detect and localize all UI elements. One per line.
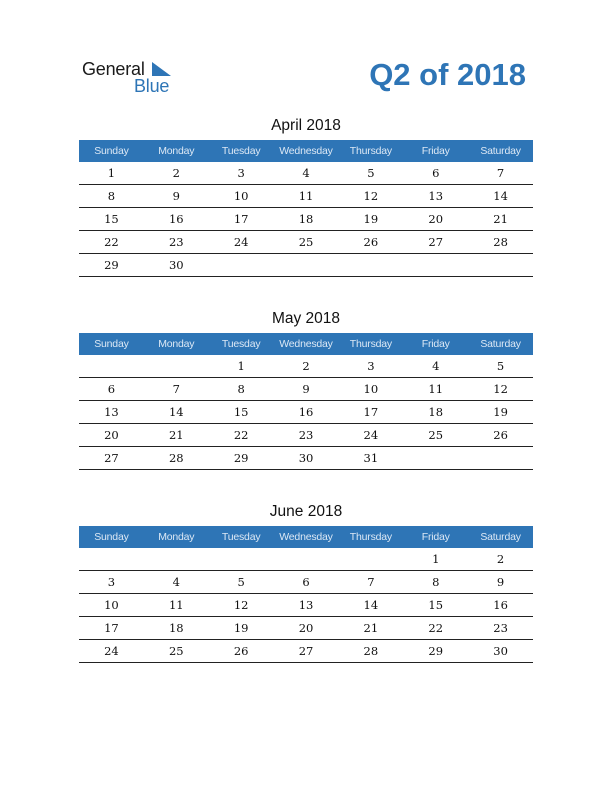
day-cell: 18 (298, 212, 314, 226)
day-cell: 28 (493, 235, 508, 249)
day-cell: 20 (428, 212, 444, 226)
day-cell: 13 (104, 405, 119, 419)
day-cell: 4 (432, 359, 440, 373)
day-cell: 26 (363, 235, 379, 249)
day-cell: 30 (493, 644, 508, 658)
weekday-label: Tuesday (221, 338, 261, 350)
day-cell: 3 (237, 166, 245, 180)
week-row (79, 378, 533, 401)
day-cell: 7 (496, 166, 505, 180)
day-cell: 21 (363, 621, 379, 635)
week-row (79, 162, 533, 185)
day-cell: 29 (104, 258, 119, 272)
day-cell: 28 (363, 644, 379, 658)
weekday-label: Sunday (94, 531, 129, 543)
week-row (79, 355, 533, 378)
day-cell: 17 (104, 621, 119, 635)
day-cell: 20 (298, 621, 314, 635)
day-cell: 8 (237, 382, 245, 396)
day-cell: 15 (428, 598, 444, 612)
day-cell: 21 (493, 212, 508, 226)
day-cell: 10 (233, 189, 249, 203)
day-cell: 3 (367, 359, 375, 373)
day-cell: 15 (104, 212, 119, 226)
week-row (79, 185, 533, 208)
day-cell: 1 (237, 359, 245, 373)
day-cell: 27 (298, 644, 314, 658)
weekday-label: Sunday (94, 145, 129, 157)
general-blue-logo (82, 59, 182, 99)
week-row (79, 640, 533, 663)
day-cell: 6 (107, 382, 116, 396)
weekday-label: Monday (158, 338, 195, 350)
day-cell: 4 (302, 166, 310, 180)
day-cell: 30 (168, 258, 184, 272)
day-cell: 22 (428, 621, 444, 635)
weekday-label: Thursday (349, 338, 392, 350)
day-cell: 6 (432, 166, 440, 180)
month-title: May 2018 (271, 310, 341, 327)
day-cell: 22 (233, 428, 249, 442)
month-calendar-2 (79, 503, 533, 663)
day-cell: 2 (172, 166, 180, 180)
weekday-header (79, 526, 533, 548)
week-row (79, 571, 533, 594)
day-cell: 3 (107, 575, 116, 589)
logo-text-blue: Blue (134, 76, 170, 96)
day-cell: 2 (496, 552, 505, 566)
day-cell: 27 (104, 451, 119, 465)
weekday-label: Thursday (349, 531, 392, 543)
weekday-label: Saturday (480, 338, 521, 350)
month-calendar-1 (79, 310, 533, 470)
day-cell: 4 (172, 575, 180, 589)
day-cell: 5 (367, 166, 375, 180)
week-row (79, 594, 533, 617)
weekday-header (79, 140, 533, 162)
day-cell: 9 (172, 189, 180, 203)
day-cell: 24 (104, 644, 119, 658)
day-cell: 24 (363, 428, 379, 442)
day-cell: 29 (428, 644, 444, 658)
day-cell: 14 (168, 405, 184, 419)
weekday-label: Monday (158, 531, 195, 543)
day-cell: 7 (367, 575, 375, 589)
weekday-label: Sunday (94, 338, 129, 350)
day-cell: 12 (493, 382, 508, 396)
weekday-label: Wednesday (279, 145, 333, 157)
day-cell: 16 (298, 405, 314, 419)
day-cell: 1 (107, 166, 116, 180)
day-cell: 23 (168, 235, 184, 249)
day-cell: 6 (302, 575, 310, 589)
day-cell: 7 (172, 382, 180, 396)
month-title: June 2018 (269, 503, 343, 520)
day-cell: 11 (298, 189, 314, 203)
day-cell: 25 (428, 428, 444, 442)
day-cell: 19 (233, 621, 249, 635)
day-cell: 28 (168, 451, 184, 465)
day-cell: 8 (107, 189, 116, 203)
day-cell: 23 (298, 428, 314, 442)
day-cell: 26 (233, 644, 249, 658)
week-row (79, 208, 533, 231)
day-cell: 16 (168, 212, 184, 226)
weekday-label: Friday (421, 338, 450, 350)
week-row (79, 231, 533, 254)
day-cell: 18 (428, 405, 444, 419)
day-cell: 1 (432, 552, 440, 566)
day-cell: 31 (363, 451, 379, 465)
day-cell: 14 (493, 189, 508, 203)
day-cell: 29 (233, 451, 249, 465)
day-cell: 10 (104, 598, 119, 612)
day-cell: 24 (233, 235, 249, 249)
logo-text-general: General (82, 59, 145, 79)
page-title: Q2 of 2018 (369, 57, 526, 92)
week-row (79, 401, 533, 424)
day-cell: 17 (233, 212, 249, 226)
week-row (79, 548, 533, 571)
day-cell: 5 (237, 575, 245, 589)
day-cell: 20 (104, 428, 119, 442)
day-cell: 21 (168, 428, 184, 442)
weekday-label: Friday (421, 145, 450, 157)
day-cell: 25 (298, 235, 314, 249)
day-cell: 8 (432, 575, 440, 589)
month-title: April 2018 (271, 117, 341, 134)
week-row (79, 424, 533, 447)
day-cell: 22 (104, 235, 119, 249)
weekday-label: Monday (158, 145, 195, 157)
day-cell: 15 (233, 405, 249, 419)
day-cell: 16 (493, 598, 508, 612)
day-cell: 14 (363, 598, 379, 612)
day-cell: 9 (496, 575, 505, 589)
week-row (79, 254, 533, 277)
day-cell: 19 (493, 405, 508, 419)
day-cell: 23 (493, 621, 508, 635)
day-cell: 27 (428, 235, 444, 249)
weekday-label: Wednesday (279, 338, 333, 350)
weekday-label: Thursday (349, 145, 392, 157)
day-cell: 17 (363, 405, 379, 419)
weekday-label: Tuesday (221, 145, 261, 157)
day-cell: 19 (363, 212, 379, 226)
day-cell: 11 (168, 598, 184, 612)
week-row (79, 617, 533, 640)
day-cell: 25 (168, 644, 184, 658)
day-cell: 11 (428, 382, 444, 396)
day-cell: 12 (233, 598, 249, 612)
weekday-header (79, 333, 533, 355)
day-cell: 9 (302, 382, 310, 396)
weekday-label: Saturday (480, 145, 521, 157)
day-cell: 10 (363, 382, 379, 396)
day-cell: 2 (302, 359, 310, 373)
weekday-label: Wednesday (279, 531, 333, 543)
day-cell: 13 (428, 189, 444, 203)
weekday-label: Tuesday (221, 531, 261, 543)
day-cell: 30 (298, 451, 314, 465)
weekday-label: Saturday (480, 531, 521, 543)
day-cell: 13 (298, 598, 314, 612)
week-row (79, 447, 533, 470)
weekday-label: Friday (421, 531, 450, 543)
logo-triangle-icon (152, 62, 171, 76)
day-cell: 12 (363, 189, 379, 203)
day-cell: 18 (168, 621, 184, 635)
day-cell: 26 (493, 428, 508, 442)
month-calendar-0 (79, 117, 533, 277)
day-cell: 5 (496, 359, 505, 373)
